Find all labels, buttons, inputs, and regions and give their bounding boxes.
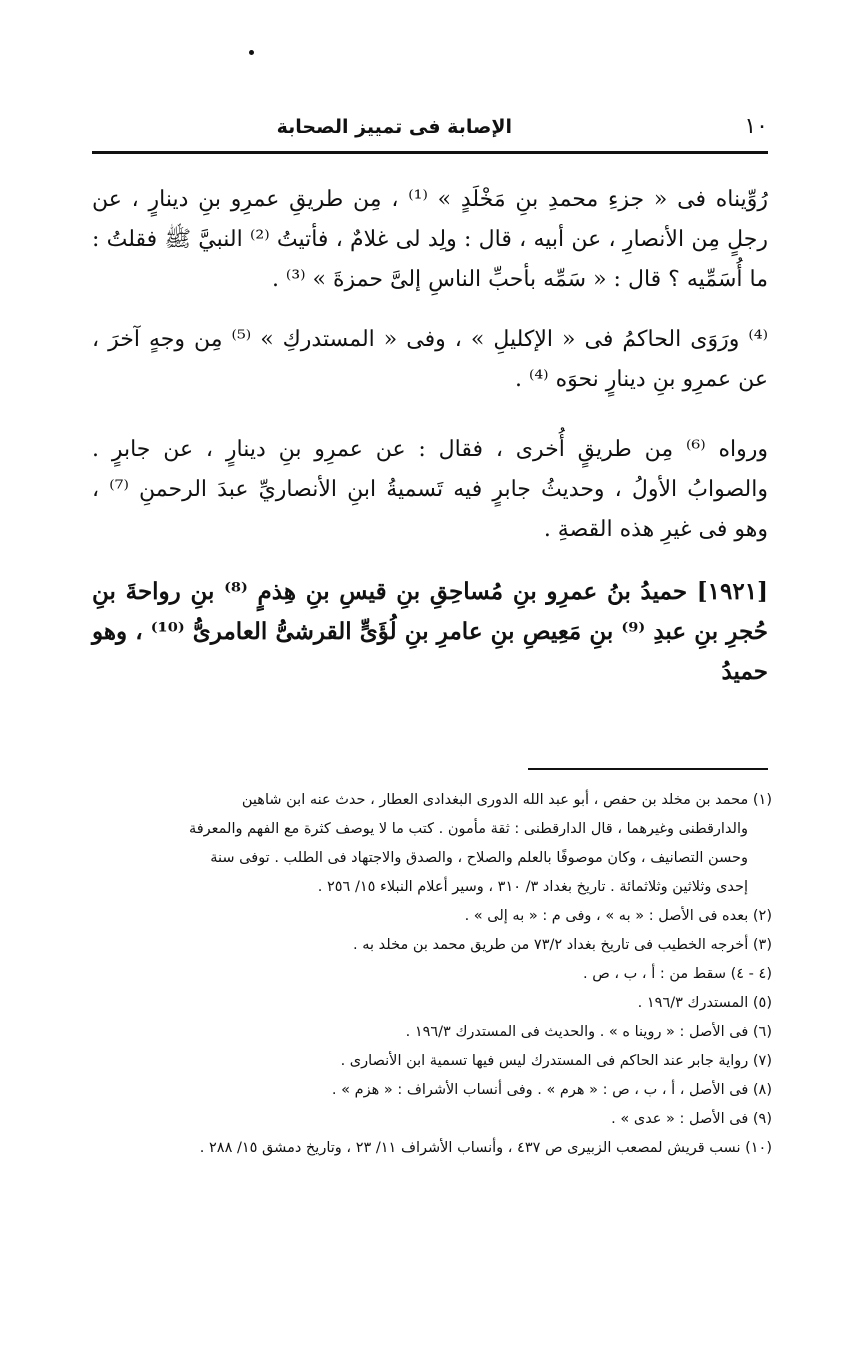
footnote-1-cont-2: وحسن التصانيف ، وكان موصوفًا بالعلم والصلاح ، والصدق والاجتهاد فى الطلب . توفى سنة — [210, 850, 748, 866]
footnote-7: (٧) رواية جابر عند الحاكم فى المستدرك ليس فيها تسمية ابن الأنصارى . — [340, 1053, 772, 1069]
footnote-1-cont-1: والدارقطنى وغيرهما ، قال الدارقطنى : ثقة مأمون . كتب ما لا يوصف كثرة مع الفهم والمعرفة — [188, 821, 748, 837]
footnote-1: (١) محمد بن مخلد بن حفص ، أبو عبد الله الدورى البغدادى العطار ، حدث عنه ابن شاهين — [241, 792, 772, 808]
footnote-9: (٩) فى الأصل : « عدى » . — [611, 1111, 772, 1127]
footnotes — [92, 786, 772, 1163]
page-header — [92, 110, 768, 150]
header-rule — [92, 151, 768, 154]
footnote-2: (٢) بعده فى الأصل : « به » ، وفى م : « به إلى » . — [464, 908, 772, 924]
footnote-rule — [528, 768, 768, 770]
footnote-5: (٥) المستدرك ١٩٦/٣ . — [637, 995, 772, 1011]
biography-entry: [١٩٢١] حميدُ بنُ عمرِو بنِ مُساحِقِ بنِ قيسِ بنِ هِذمٍ ⁽⁸⁾ بنِ رواحةَ بنِ حُجرِ بنِ عبدِ ⁽⁹⁾ بنِ مَعِيصِ بنِ عامرِ بنِ لُؤَىٍّ القرشىُّ العامرىُّ ⁽¹⁰⁾ ، وهو حميدُ — [92, 578, 769, 685]
ink-speck — [249, 50, 254, 55]
paragraph-2: ⁽⁴⁾ ورَوَى الحاكمُ فى « الإكليلِ » ، وفى « المستدركِ » ⁽⁵⁾ مِن وجهٍ آخرَ ، عن عمرِو بنِ دينارٍ نحوَه ⁽⁴⁾ . — [92, 327, 768, 392]
footnote-8: (٨) فى الأصل ، أ ، ب ، ص : « هرم » . وفى أنساب الأشراف : « هزم » . — [331, 1082, 772, 1098]
footnote-4: (٤ - ٤) سقط من : أ ، ب ، ص . — [583, 966, 772, 982]
footnote-10: (١٠) نسب قريش لمصعب الزبيرى ص ٤٣٧ ، وأنساب الأشراف ١١/ ٢٣ ، وتاريخ دمشق ١٥/ ٢٨٨ . — [199, 1140, 772, 1156]
footnote-3: (٣) أخرجه الخطيب فى تاريخ بغداد ٧٣/٢ من طريق محمد بن مخلد به . — [353, 937, 772, 953]
footnote-1-cont-3: إحدى وثلاثين وثلاثمائة . تاريخ بغداد ٣/ ٣١٠ ، وسير أعلام النبلاء ١٥/ ٢٥٦ . — [317, 879, 748, 895]
footnote-6: (٦) فى الأصل : « روينا ه » . والحديث فى المستدرك ١٩٦/٣ . — [405, 1024, 772, 1040]
paragraph-3: ورواه ⁽⁶⁾ مِن طريقٍ أُخرى ، فقال : عن عمرِو بنِ دينارٍ ، عن جابرٍ . والصوابُ الأولُ ، وحديثُ جابرٍ فيه تَسميةُ ابنِ الأنصاريِّ عبدَ الرحمنِ ⁽⁷⁾ ، وهو فى غيرِ هذه القصةِ . — [92, 437, 768, 542]
main-text — [92, 180, 768, 692]
paragraph-1: رُوِّيناه فى « جزءِ محمدِ بنِ مَخْلَدٍ » ⁽¹⁾ ، مِن طريقِ عمرِو بنِ دينارٍ ، عن رجلٍ مِن الأنصارِ ، عن أبيه ، قال : ولِد لى غلامٌ ، فأتيتُ ⁽²⁾ النبيَّ ﷺ فقلتُ : ما أُسَمِّيه ؟ قال : « سَمِّه بأحبِّ الناسِ إلىَّ حمزةَ » ⁽³⁾ . — [92, 187, 768, 292]
running-title: الإصابة فى تمييز الصحابة — [276, 116, 512, 138]
page-number: ١٠ — [744, 114, 768, 139]
